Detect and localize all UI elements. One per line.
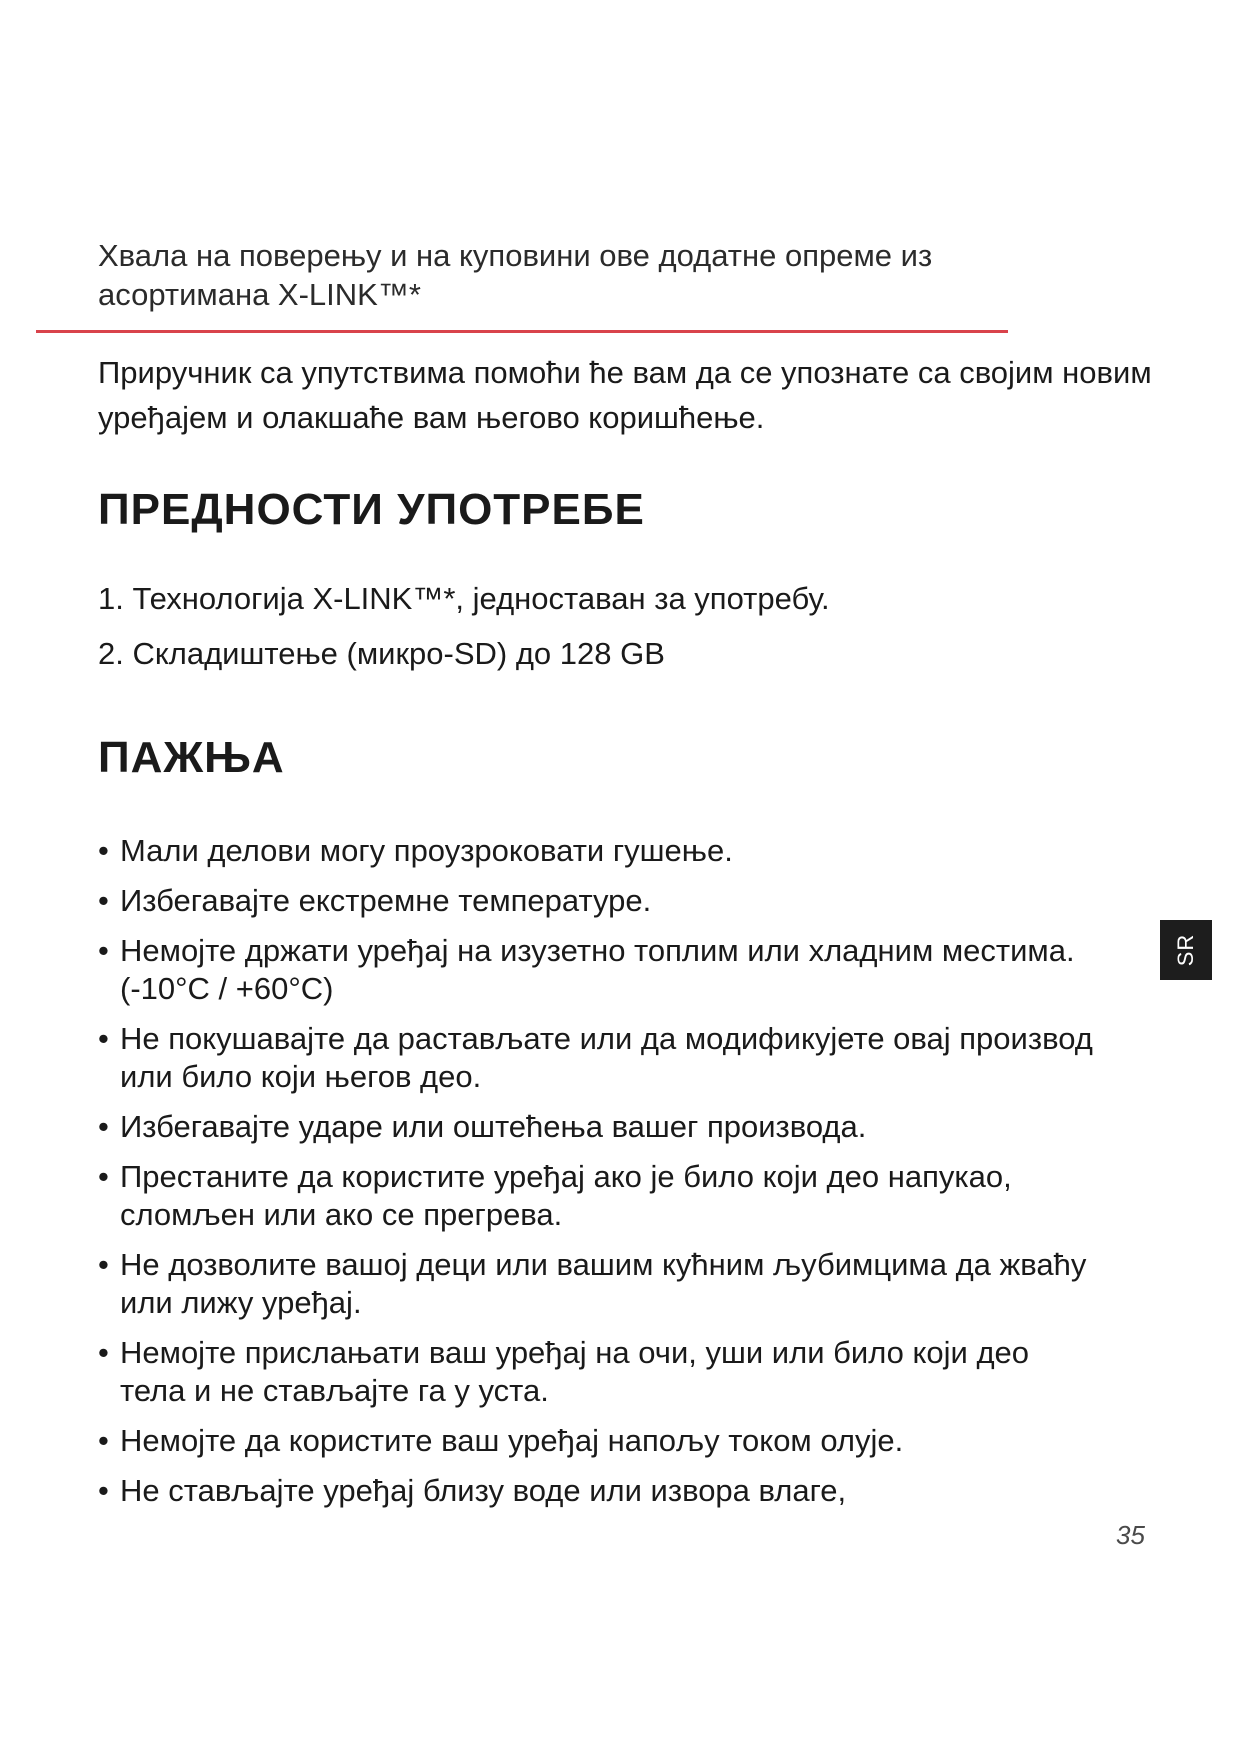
language-tab-label: SR	[1173, 933, 1198, 967]
caution-item	[98, 932, 1190, 1008]
benefits-heading: ПРЕДНОСТИ УПОТРЕБЕ	[98, 485, 645, 534]
red-divider	[36, 330, 1008, 333]
caution-text: Мали делови могу проузроковати гушење.	[120, 833, 733, 868]
caution-text-continued: или лижу уређај.	[120, 1285, 362, 1320]
caution-text: Немојте држати уређај на изузетно топлим или хладним местима.	[120, 933, 1075, 968]
bullet-mark: •	[98, 1473, 109, 1508]
caution-heading: ПАЖЊА	[98, 733, 285, 782]
caution-text: Не дозволите вашој деци или вашим кућним љубимцима да жваћу	[120, 1247, 1087, 1282]
benefit-item: 2. Складиштење (микро-SD) до 128 GB	[98, 636, 665, 671]
bullet-mark: •	[98, 1021, 109, 1056]
bullet-mark: •	[98, 933, 109, 968]
intro-text	[98, 236, 1018, 314]
intro-line-2: асортимана X-LINK™*	[98, 277, 421, 312]
bullet-mark: •	[98, 1423, 109, 1458]
language-tab	[1160, 920, 1212, 980]
caution-item	[98, 832, 1190, 870]
benefits-list	[98, 580, 830, 690]
intro-line-1: Хвала на поверењу и на куповини ове додатне опреме из	[98, 238, 933, 273]
caution-text: Избегавајте екстремне температуре.	[120, 883, 652, 918]
caution-item	[98, 1246, 1190, 1322]
bullet-mark: •	[98, 883, 109, 918]
caution-list	[98, 832, 1190, 1522]
manual-line-2: уређајем и олакшаће вам његово коришћење.	[98, 400, 765, 435]
benefit-item: 1. Технологија X-LINK™*, једноставан за употребу.	[98, 581, 830, 616]
caution-text-continued: тела и не стављајте га у уста.	[120, 1373, 549, 1408]
bullet-mark: •	[98, 1335, 109, 1370]
caution-item	[98, 1020, 1190, 1096]
caution-item	[98, 882, 1190, 920]
caution-text: Избегавајте ударе или оштећења вашег производа.	[120, 1109, 867, 1144]
caution-item	[98, 1158, 1190, 1234]
caution-text-continued: или било који његов део.	[120, 1059, 482, 1094]
manual-line-1: Приручник са упутствима помоћи ће вам да се упознате са својим новим	[98, 355, 1152, 390]
bullet-mark: •	[98, 1109, 109, 1144]
caution-text-continued: сломљен или ако се прегрева.	[120, 1197, 563, 1232]
caution-item	[98, 1108, 1190, 1146]
caution-text-continued: (-10°C / +60°C)	[120, 971, 334, 1006]
caution-item	[98, 1334, 1190, 1410]
caution-item	[98, 1472, 1190, 1510]
caution-text: Не покушавајте да растављате или да модификујете овај производ	[120, 1021, 1093, 1056]
bullet-mark: •	[98, 1159, 109, 1194]
manual-description	[98, 350, 1178, 440]
caution-text: Немојте да користите ваш уређај напољу током олује.	[120, 1423, 904, 1458]
bullet-mark: •	[98, 1247, 109, 1282]
page-number: 35	[1116, 1520, 1145, 1550]
caution-text: Немојте прислањати ваш уређај на очи, уши или било који део	[120, 1335, 1030, 1370]
caution-text: Престаните да користите уређај ако је било који део напукао,	[120, 1159, 1012, 1194]
caution-item	[98, 1422, 1190, 1460]
caution-text: Не стављајте уређај близу воде или извора влаге,	[120, 1473, 847, 1508]
bullet-mark: •	[98, 833, 109, 868]
